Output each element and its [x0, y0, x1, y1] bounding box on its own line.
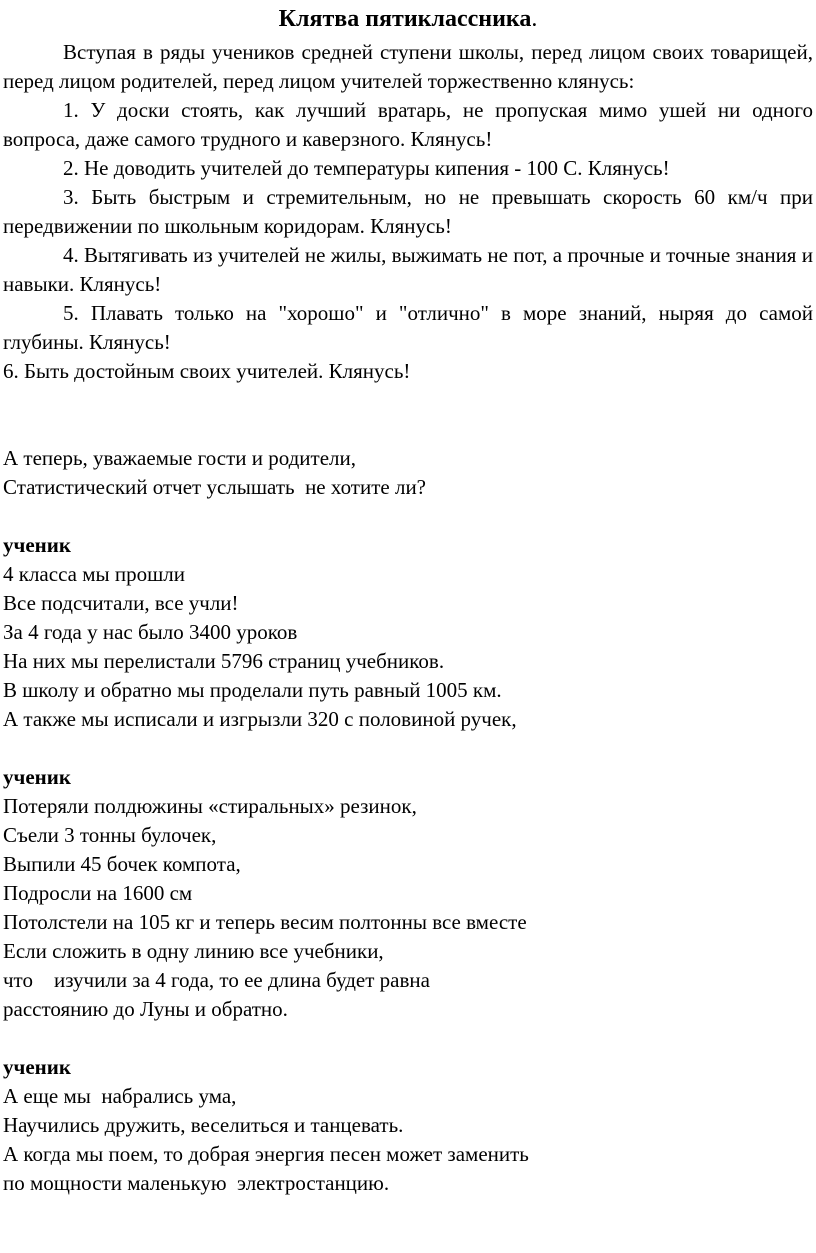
verse-line: На них мы перелистали 5796 страниц учебников. — [3, 649, 445, 673]
verse-line: Съели 3 тонны булочек, — [3, 823, 217, 847]
document-title — [3, 4, 813, 34]
oath-item: 3. Быть быстрым и стремительным, но не превышать скорость 60 км/ч при передвижении по школьным коридорам. Клянусь! — [3, 185, 813, 238]
verse-line: 4 класса мы прошли — [3, 562, 185, 586]
speaker-label: ученик — [3, 765, 71, 789]
title-punctuation: . — [531, 6, 538, 32]
speaker-label: ученик — [3, 1055, 71, 1079]
title-text: Клятва пятиклассника — [278, 6, 532, 32]
oath-intro: Вступая в ряды учеников средней ступени школы, перед лицом своих товарищей, перед лицом родителей, перед лицом учителей торжественно клянусь: — [3, 40, 813, 93]
verse-line: Подросли на 1600 см — [3, 881, 193, 905]
verse-line: Потолстели на 105 кг и теперь весим полтонны все вместе — [3, 910, 527, 934]
spacer — [3, 1024, 813, 1053]
spacer — [3, 502, 813, 531]
oath-item: 1. У доски стоять, как лучший вратарь, не пропуская мимо ушей ни одного вопроса, даже самого трудного и каверзного. Клянусь! — [3, 98, 813, 151]
verse-line: Все подсчитали, все учли! — [3, 591, 239, 615]
verse-line: Научились дружить, веселиться и танцевать. — [3, 1113, 404, 1137]
verse-line: расстоянию до Луны и обратно. — [3, 997, 288, 1021]
spacer — [3, 734, 813, 763]
verse-line: А также мы исписали и изгрызли 320 с половиной ручек, — [3, 707, 517, 731]
speaker-block-2 — [3, 763, 813, 1024]
verse-line: За 4 года у нас было 3400 уроков — [3, 620, 298, 644]
speaker-block-1 — [3, 531, 813, 734]
verse-line: В школу и обратно мы проделали путь равный 1005 км. — [3, 678, 502, 702]
verse-line: Выпили 45 бочек компота, — [3, 852, 241, 876]
oath-item: 4. Вытягивать из учителей не жилы, выжимать не пот, а прочные и точные знания и навыки. Клянусь! — [3, 243, 813, 296]
address-line: Статистический отчет услышать не хотите ли? — [3, 475, 427, 499]
oath-item: 2. Не доводить учителей до температуры кипения - 100 С. Клянусь! — [63, 156, 670, 180]
verse-line: Потеряли полдюжины «стиральных» резинок, — [3, 794, 417, 818]
verse-line: А когда мы поем, то добрая энергия песен может заменить — [3, 1142, 529, 1166]
oath-item-last: 6. Быть достойным своих учителей. Клянусь! — [3, 359, 411, 383]
speaker-block-3 — [3, 1053, 813, 1198]
address-line: А теперь, уважаемые гости и родители, — [3, 446, 357, 470]
oath-section — [3, 38, 813, 386]
spacer — [3, 386, 813, 444]
verse-line: А еще мы набрались ума, — [3, 1084, 237, 1108]
verse-line: Если сложить в одну линию все учебники, — [3, 939, 384, 963]
oath-item: 5. Плавать только на "хорошо" и "отлично" в море знаний, ныряя до самой глубины. Клянусь! — [3, 301, 813, 354]
verse-line: что изучили за 4 года, то ее длина будет равна — [3, 968, 430, 992]
address-section — [3, 444, 813, 502]
verse-line: по мощности маленькую электростанцию. — [3, 1171, 390, 1195]
speaker-label: ученик — [3, 533, 71, 557]
